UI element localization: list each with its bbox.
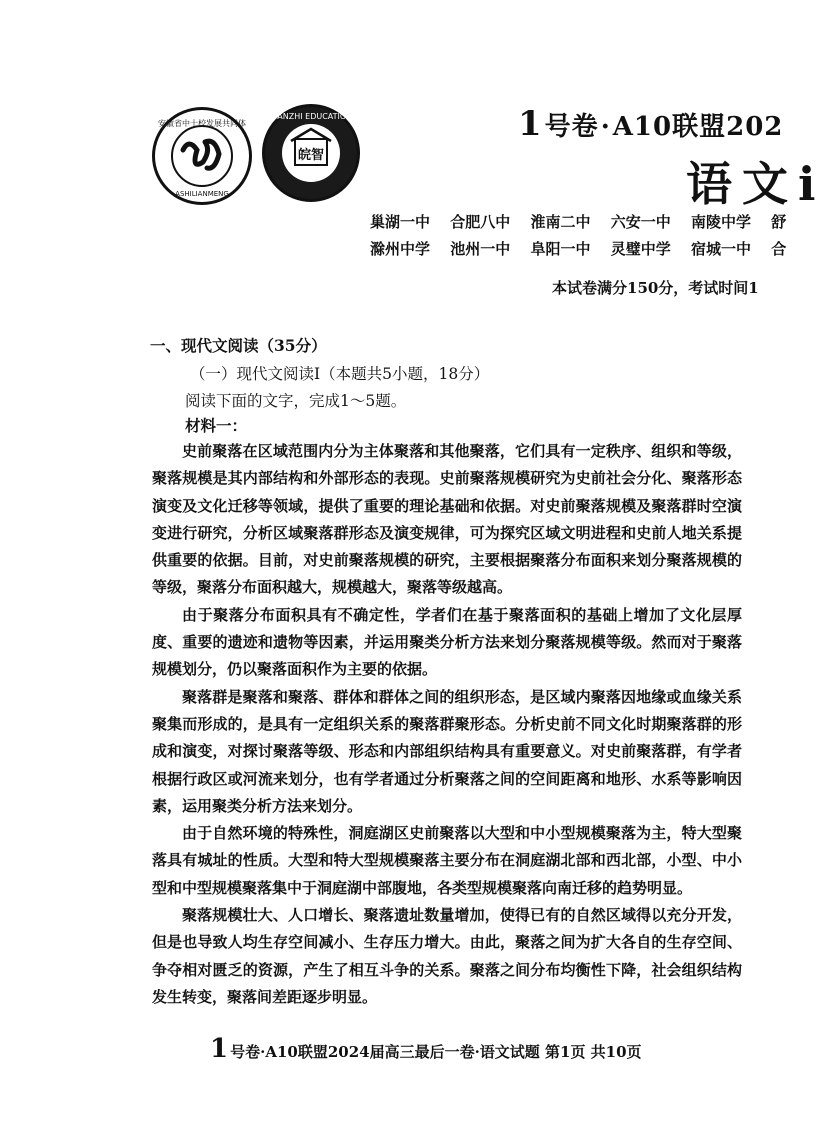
paragraph: 聚落规模壮大、人口增长、聚落遗址数量增加，使得已有的自然区域得以充分开发，但是也导致人均生存空间减小、生存压力增大。由此，聚落之间为扩大各自的生存空间、争夺相对匮乏的资源，产生了相互斗争的关系。聚落之间分布均衡性下降，社会组织结构发生转变，聚落间差距逐步明显。 <box>152 906 742 1006</box>
alliance-logo-subtext: ASHILIANMENG <box>175 190 229 198</box>
wanzhi-logo-char: 皖智 <box>297 148 325 163</box>
school-name: 合 <box>771 240 787 258</box>
subject-title: 语文i <box>686 157 825 211</box>
footer-text: 号卷·A10联盟2024届高三最后一卷·语文试题 第1页 共10页 <box>230 1043 642 1061</box>
schools-row-1 <box>370 211 797 232</box>
paragraph: 史前聚落在区域范围内分为主体聚落和其他聚落，它们具有一定秩序、组织和等级，聚落规模是其内部结构和外部形态的表现。史前聚落规模研究为史前社会分化、聚落形态演变及文化迁移等领域，提供了重要的理论基础和依据。对史前聚落规模及聚落群时空演变进行研究，分析区域聚落群形态及演变规律，可为探究区域文明进程和史前人地关系提供重要的依据。目前，对史前聚落规模的研究，主要根据聚落分布面积来划分聚落规模的等级，聚落分布面积越大，规模越大，聚落等级越高。 <box>152 442 742 597</box>
school-name: 合肥八中 <box>450 213 511 231</box>
paragraph: 聚落群是聚落和聚落、群体和群体之间的组织形态，是区域内聚落因地缘或血缘关系聚集而形成的，是具有一定组织关系的聚落群聚形态。分析史前不同文化时期聚落群的形成和演变，对探讨聚落等级、形态和内部组织结构具有重要意义。对史前聚落群，有学者根据行政区或河流来划分，也有学者通过分析聚落之间的空间距离和地形、水系等影响因素，运用聚类分析方法来划分。 <box>152 687 742 815</box>
material-label: 材料一： <box>185 416 248 435</box>
wanzhi-emblem-icon <box>265 107 357 199</box>
brand-separator: · <box>600 112 611 142</box>
school-name: 六安一中 <box>610 213 671 231</box>
school-name: 淮南二中 <box>530 213 591 231</box>
paragraph: 由于聚落分布面积具有不确定性，学者们在基于聚落面积的基础上增加了文化层厚度、重要的遗迹和遗物等因素，并运用聚类分析方法来划分聚落规模等级。然而对于聚落规模划分，仍以聚落面积作为主要的依据。 <box>152 605 742 679</box>
school-name: 舒 <box>771 213 787 231</box>
school-name: 南陵中学 <box>691 213 752 231</box>
brand-name: 号卷 <box>544 112 599 142</box>
school-name: 宿城一中 <box>691 240 752 258</box>
reading-passage <box>152 438 742 1011</box>
section-title: 一、现代文阅读（35分） <box>150 336 327 355</box>
schools-row-2 <box>370 238 797 259</box>
page-footer <box>210 1034 642 1064</box>
instruction: 阅读下面的文字，完成1～5题。 <box>185 392 407 410</box>
brand-tail: A10联盟202 <box>612 112 784 142</box>
wanzhi-logo-text: WANZHI EDUCATION <box>269 112 353 121</box>
school-name: 巢湖一中 <box>370 213 431 231</box>
alliance-logo <box>152 107 252 205</box>
school-name: 池州一中 <box>450 240 511 258</box>
footer-mark: 1 <box>210 1034 229 1064</box>
section-subtitle: （一）现代文阅读Ⅰ（本题共5小题，18分） <box>190 365 490 383</box>
exam-brand <box>518 104 783 144</box>
alliance-emblem-icon <box>155 110 249 202</box>
school-name: 灵璧中学 <box>610 240 671 258</box>
school-name: 滁州中学 <box>370 240 431 258</box>
wanzhi-logo <box>262 104 360 202</box>
alliance-logo-text: 安徽省中十校发展共同体 <box>158 119 246 128</box>
school-name: 阜阳一中 <box>530 240 591 258</box>
paragraph: 由于自然环境的特殊性，洞庭湖区史前聚落以大型和中小型规模聚落为主，特大型聚落具有城址的性质。大型和特大型规模聚落主要分布在洞庭湖北部和西北部，小型、中小型和中型规模聚落集中于洞庭湖中部腹地，各类型规模聚落向南迁移的趋势明显。 <box>152 824 742 897</box>
brand-mark: 1 <box>518 104 543 144</box>
exam-meta: 本试卷满分150分，考试时间1 <box>552 279 759 297</box>
